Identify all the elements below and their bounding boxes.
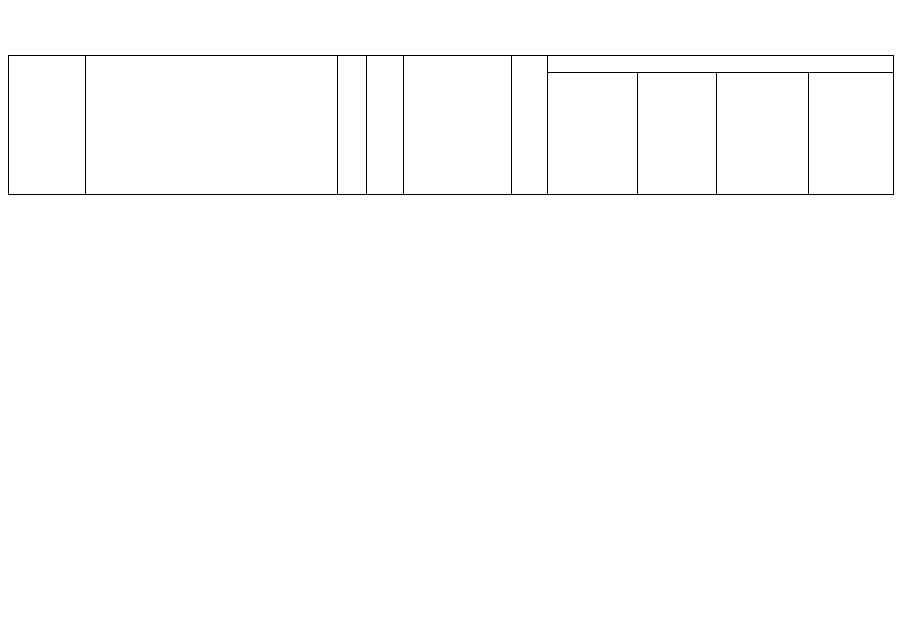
table-header — [8, 55, 894, 195]
header-incl-2018 — [808, 73, 894, 194]
header-2018 — [716, 73, 808, 194]
header-2017 — [547, 73, 637, 194]
header-pr — [366, 56, 403, 194]
header-sum — [547, 56, 894, 72]
header-code — [9, 56, 85, 194]
header-vr — [511, 56, 547, 194]
header-name — [86, 56, 337, 194]
header-incl-2017 — [637, 73, 716, 194]
header-csr — [403, 56, 511, 194]
header-rz — [337, 56, 366, 194]
